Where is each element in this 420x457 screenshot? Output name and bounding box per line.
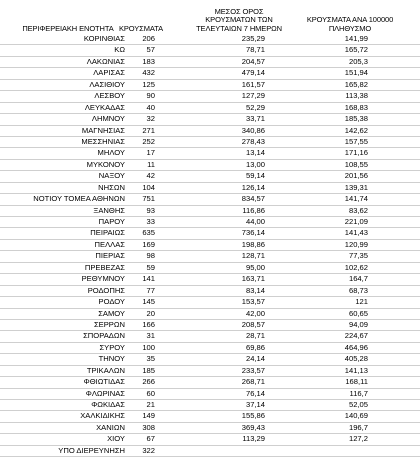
table-row bbox=[0, 34, 420, 45]
unit-name-cell: ΣΕΡΡΩΝ bbox=[93, 319, 125, 329]
per100k-cell: 120,99 bbox=[344, 239, 368, 249]
avg7-cell: 13,00 bbox=[245, 159, 265, 169]
per100k-cell bbox=[300, 446, 368, 456]
avg7-cell: 235,29 bbox=[241, 34, 265, 43]
avg7-cell: 127,29 bbox=[241, 91, 265, 101]
table-row bbox=[0, 91, 420, 102]
per100k-cell: 94,09 bbox=[348, 319, 368, 329]
unit-name-cell: ΣΑΜΟΥ bbox=[98, 308, 125, 318]
per100k-cell: 185,38 bbox=[344, 114, 368, 124]
per100k-cell: 102,62 bbox=[344, 262, 368, 272]
unit-name-cell: ΚΩ bbox=[114, 45, 125, 55]
per100k-cell: 157,55 bbox=[344, 136, 368, 146]
unit-name-cell: ΛΗΜΝΟΥ bbox=[91, 114, 125, 124]
avg7-cell: 268,71 bbox=[241, 377, 265, 387]
avg7-cell: 69,86 bbox=[245, 342, 265, 352]
unit-name-cell: ΡΟΔΟΠΗΣ bbox=[87, 285, 125, 295]
avg7-cell: 128,71 bbox=[241, 251, 265, 261]
table-row bbox=[0, 80, 420, 91]
avg7-cell: 198,86 bbox=[241, 239, 265, 249]
avg7-cell: 59,14 bbox=[245, 171, 265, 181]
avg7-cell: 278,43 bbox=[241, 136, 265, 146]
cases-cell: 206 bbox=[142, 34, 155, 43]
cases-cell: 33 bbox=[146, 217, 155, 226]
cases-cell: 149 bbox=[142, 411, 155, 421]
table-row bbox=[0, 309, 420, 320]
cases-cell: 751 bbox=[142, 194, 155, 204]
cases-cell: 93 bbox=[146, 205, 155, 215]
per100k-cell: 205,3 bbox=[348, 56, 368, 66]
cases-cell: 67 bbox=[146, 434, 155, 444]
avg7-cell: 369,43 bbox=[241, 422, 265, 432]
cases-cell: 125 bbox=[142, 79, 155, 89]
unit-name-cell: ΛΑΣΙΘΙΟΥ bbox=[89, 79, 125, 89]
header-avg7-label: ΜΕΣΟΣ ΟΡΟΣ ΚΡΟΥΣΜΑΤΩΝ ΤΩΝ ΤΕΛΕΥΤΑΙΩΝ 7 ΗΜΕΡΩΝ bbox=[196, 6, 282, 33]
unit-name-cell: ΤΗΝΟΥ bbox=[98, 354, 125, 364]
avg7-cell: 83,14 bbox=[245, 285, 265, 295]
unit-name-cell: ΛΑΡΙΣΑΣ bbox=[93, 68, 125, 78]
unit-name-cell: ΚΟΡΙΝΘΙΑΣ bbox=[83, 34, 125, 43]
table-row bbox=[0, 148, 420, 159]
table-row bbox=[0, 343, 420, 354]
cases-cell: 145 bbox=[142, 297, 155, 307]
unit-name-cell: ΝΑΞΟΥ bbox=[98, 171, 125, 181]
cases-cell: 77 bbox=[146, 285, 155, 295]
table-row bbox=[0, 320, 420, 331]
unit-name-cell: ΦΩΚΙΔΑΣ bbox=[91, 400, 125, 409]
per100k-cell: 165,72 bbox=[344, 45, 368, 55]
cases-cell: 98 bbox=[146, 251, 155, 261]
table-row bbox=[0, 68, 420, 79]
table-row bbox=[0, 57, 420, 68]
avg7-cell: 95,00 bbox=[245, 262, 265, 272]
avg7-cell: 37,14 bbox=[245, 400, 265, 409]
table-row bbox=[0, 217, 420, 228]
unit-name-cell: ΦΛΩΡΙΝΑΣ bbox=[85, 388, 125, 398]
per100k-cell: 168,11 bbox=[345, 377, 368, 387]
avg7-cell: 163,71 bbox=[241, 274, 265, 284]
cases-cell: 59 bbox=[146, 262, 155, 272]
unit-name-cell: ΜΗΛΟΥ bbox=[97, 148, 125, 158]
header-unit bbox=[14, 0, 122, 33]
cases-cell: 169 bbox=[142, 239, 155, 249]
cases-cell: 17 bbox=[146, 148, 155, 158]
per100k-cell: 83,62 bbox=[348, 205, 368, 215]
per100k-cell: 164,7 bbox=[348, 274, 368, 284]
cases-cell: 57 bbox=[146, 45, 155, 55]
per100k-cell: 168,83 bbox=[344, 102, 368, 112]
avg7-cell: 33,71 bbox=[245, 114, 265, 124]
per100k-cell: 141,43 bbox=[344, 228, 368, 238]
unit-name-cell: ΛΕΣΒΟΥ bbox=[94, 91, 125, 101]
avg7-cell: 116,86 bbox=[242, 205, 265, 215]
header-per100k bbox=[298, 0, 402, 33]
cases-cell: 42 bbox=[146, 171, 155, 181]
cases-cell: 252 bbox=[142, 136, 155, 146]
unit-name-cell: ΣΥΡΟΥ bbox=[99, 342, 125, 352]
unit-name-cell: ΝΟΤΙΟΥ ΤΟΜΕΑ ΑΘΗΝΩΝ bbox=[33, 194, 125, 204]
per100k-cell: 68,73 bbox=[348, 285, 368, 295]
avg7-cell bbox=[196, 446, 265, 456]
avg7-cell: 834,57 bbox=[241, 194, 265, 204]
avg7-cell: 233,57 bbox=[241, 365, 265, 375]
unit-name-cell: ΣΠΟΡΑΔΩΝ bbox=[83, 331, 125, 341]
per100k-cell: 141,13 bbox=[344, 365, 368, 375]
unit-name-cell: ΠΕΙΡΑΙΩΣ bbox=[90, 228, 125, 238]
per100k-cell: 201,56 bbox=[344, 171, 368, 181]
per100k-cell: 405,28 bbox=[344, 354, 368, 364]
unit-name-cell: ΜΑΓΝΗΣΙΑΣ bbox=[81, 125, 125, 135]
table-row bbox=[0, 434, 420, 445]
table-row bbox=[0, 171, 420, 182]
header-unit-label: ΠΕΡΙΦΕΡΕΙΑΚΗ ΕΝΟΤΗΤΑ bbox=[22, 23, 114, 33]
cases-cell: 183 bbox=[142, 56, 155, 66]
per100k-cell: 116,7 bbox=[349, 388, 368, 398]
cases-cell: 60 bbox=[146, 388, 155, 398]
per100k-cell: 221,09 bbox=[344, 217, 368, 226]
cases-cell: 271 bbox=[142, 125, 155, 135]
per100k-cell: 127,2 bbox=[348, 434, 368, 444]
table-row bbox=[0, 251, 420, 262]
unit-name-cell: ΠΕΛΛΑΣ bbox=[94, 239, 125, 249]
unit-name-cell: ΠΡΕΒΕΖΑΣ bbox=[84, 262, 125, 272]
table-row bbox=[0, 297, 420, 308]
avg7-cell: 155,86 bbox=[241, 411, 265, 421]
per100k-cell: 139,31 bbox=[344, 182, 368, 192]
header-per100k-label: ΚΡΟΥΣΜΑΤΑ ΑΝΑ 100000 ΠΛΗΘΥΣΜΟ bbox=[306, 15, 394, 33]
per100k-cell: 77,35 bbox=[348, 251, 368, 261]
per100k-cell: 140,69 bbox=[344, 411, 368, 421]
table-row bbox=[0, 263, 420, 274]
avg7-cell: 208,57 bbox=[241, 319, 265, 329]
avg7-cell: 42,00 bbox=[245, 308, 265, 318]
avg7-cell: 479,14 bbox=[241, 68, 265, 78]
table-row bbox=[0, 228, 420, 239]
table-row bbox=[0, 114, 420, 125]
per100k-cell: 464,96 bbox=[344, 342, 368, 352]
per100k-cell: 141,74 bbox=[344, 194, 368, 204]
avg7-cell: 13,14 bbox=[245, 148, 265, 158]
unit-name-cell: ΧΑΛΚΙΔΙΚΗΣ bbox=[80, 411, 125, 421]
table-row bbox=[0, 411, 420, 422]
table-row bbox=[0, 103, 420, 114]
cases-cell: 35 bbox=[146, 354, 155, 364]
unit-name-cell: ΡΕΘΥΜΝΟΥ bbox=[81, 274, 125, 284]
avg7-cell: 113,29 bbox=[242, 434, 265, 444]
unit-name-cell: ΥΠΟ ΔΙΕΡΕΥΝΗΣΗ bbox=[58, 445, 125, 455]
cases-cell: 21 bbox=[146, 400, 155, 409]
cases-cell: 635 bbox=[142, 228, 155, 238]
avg7-cell: 52,29 bbox=[245, 102, 265, 112]
per100k-cell: 52,05 bbox=[348, 400, 368, 409]
avg7-cell: 204,57 bbox=[241, 56, 265, 66]
header-cases-label: ΚΡΟΥΣΜΑΤΑ bbox=[118, 23, 164, 33]
table-row bbox=[0, 137, 420, 148]
avg7-cell: 340,86 bbox=[241, 125, 265, 135]
cases-cell: 11 bbox=[147, 159, 155, 169]
table-row bbox=[0, 183, 420, 194]
unit-name-cell: ΧΙΟΥ bbox=[107, 434, 125, 444]
table-row bbox=[0, 45, 420, 56]
cases-cell: 40 bbox=[146, 102, 155, 112]
table-row bbox=[0, 126, 420, 137]
table-row bbox=[0, 377, 420, 388]
per100k-cell: 171,16 bbox=[344, 148, 368, 158]
table-row bbox=[0, 366, 420, 377]
unit-name-cell: ΛΑΚΩΝΙΑΣ bbox=[86, 56, 125, 66]
per100k-cell: 141,99 bbox=[344, 34, 368, 43]
per100k-cell: 121 bbox=[355, 297, 368, 307]
cases-cell: 322 bbox=[142, 445, 155, 455]
avg7-cell: 76,14 bbox=[245, 388, 265, 398]
table-row bbox=[0, 331, 420, 342]
cases-cell: 185 bbox=[142, 365, 155, 375]
unit-name-cell: ΡΟΔΟΥ bbox=[98, 297, 125, 307]
per100k-cell: 165,82 bbox=[344, 79, 368, 89]
cases-cell: 166 bbox=[142, 319, 155, 329]
avg7-cell: 736,14 bbox=[241, 228, 265, 238]
avg7-cell: 28,71 bbox=[245, 331, 265, 341]
unit-name-cell: ΤΡΙΚΑΛΩΝ bbox=[86, 365, 125, 375]
avg7-cell: 78,71 bbox=[245, 45, 265, 55]
unit-name-cell: ΠΑΡΟΥ bbox=[98, 217, 125, 226]
header-cases bbox=[112, 0, 170, 33]
unit-name-cell: ΛΕΥΚΑΔΑΣ bbox=[84, 102, 125, 112]
table-row bbox=[0, 240, 420, 251]
table-row bbox=[0, 354, 420, 365]
unit-name-cell: ΦΘΙΩΤΙΔΑΣ bbox=[83, 377, 125, 387]
avg7-cell: 161,57 bbox=[241, 79, 265, 89]
unit-name-cell: ΜΥΚΟΝΟΥ bbox=[86, 159, 125, 169]
unit-name-cell: ΧΑΝΙΩΝ bbox=[96, 422, 125, 432]
unit-name-cell: ΝΗΣΩΝ bbox=[98, 182, 125, 192]
table-row bbox=[0, 423, 420, 434]
cases-cell: 32 bbox=[146, 114, 155, 124]
table-row bbox=[0, 446, 420, 457]
unit-name-cell: ΜΕΣΣΗΝΙΑΣ bbox=[81, 136, 125, 146]
cases-cell: 20 bbox=[146, 308, 155, 318]
per100k-cell: 224,67 bbox=[344, 331, 368, 341]
cases-cell: 104 bbox=[142, 182, 155, 192]
table-row bbox=[0, 206, 420, 217]
table-row bbox=[0, 389, 420, 400]
avg7-cell: 126,14 bbox=[241, 182, 265, 192]
cases-cell: 308 bbox=[142, 422, 155, 432]
per100k-cell: 151,94 bbox=[344, 68, 368, 78]
cases-cell: 31 bbox=[146, 331, 155, 341]
cases-cell: 90 bbox=[146, 91, 155, 101]
table-row bbox=[0, 160, 420, 171]
cases-cell: 100 bbox=[142, 342, 155, 352]
per100k-cell: 113,38 bbox=[345, 91, 368, 101]
header-avg7 bbox=[180, 0, 298, 33]
per100k-cell: 142,62 bbox=[344, 125, 368, 135]
table-row bbox=[0, 286, 420, 297]
unit-name-cell: ΠΙΕΡΙΑΣ bbox=[95, 251, 125, 261]
cases-cell: 432 bbox=[142, 68, 155, 78]
table-row bbox=[0, 400, 420, 411]
table-body bbox=[0, 34, 420, 457]
per100k-cell: 196,7 bbox=[348, 422, 368, 432]
unit-name-cell: ΞΑΝΘΗΣ bbox=[93, 205, 125, 215]
table-row bbox=[0, 274, 420, 285]
table-row bbox=[0, 194, 420, 205]
avg7-cell: 153,57 bbox=[241, 297, 265, 307]
per100k-cell: 108,55 bbox=[344, 159, 368, 169]
avg7-cell: 24,14 bbox=[245, 354, 265, 364]
per100k-cell: 60,65 bbox=[348, 308, 368, 318]
cases-cell: 266 bbox=[142, 377, 155, 387]
cases-cell: 141 bbox=[142, 274, 155, 284]
avg7-cell: 44,00 bbox=[245, 217, 265, 226]
